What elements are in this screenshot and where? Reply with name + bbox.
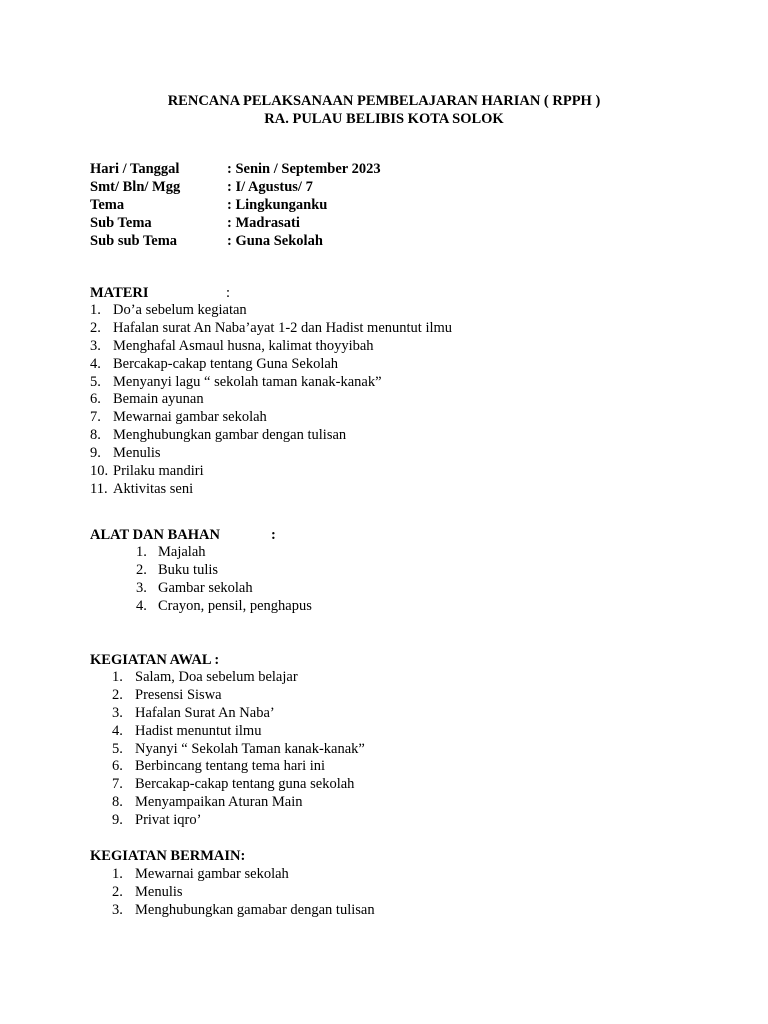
list-item-number: 8. xyxy=(112,794,123,811)
list-item xyxy=(136,580,312,598)
list-item xyxy=(112,741,365,759)
list-item-number: 1. xyxy=(112,866,123,882)
info-value: : Madrasati xyxy=(227,215,300,231)
list-item-text: Bemain ayunan xyxy=(113,391,204,408)
list-item-number: 8. xyxy=(90,427,101,444)
list-item-number: 4. xyxy=(136,597,147,614)
list-item-number: 11. xyxy=(90,480,108,497)
document-subtitle: RA. PULAU BELIBIS KOTA SOLOK xyxy=(264,111,504,127)
alat-list xyxy=(136,544,312,616)
list-item xyxy=(112,705,365,723)
info-label: Hari / Tanggal xyxy=(90,161,180,177)
list-item xyxy=(90,427,452,445)
list-item-number: 2. xyxy=(90,319,101,336)
list-item-text: Buku tulis xyxy=(158,561,219,578)
list-item-number: 1. xyxy=(112,669,123,685)
list-item-number: 3. xyxy=(112,704,123,721)
list-item-number: 5. xyxy=(112,740,123,757)
list-item-text: Privat iqro’ xyxy=(135,812,202,829)
list-item xyxy=(90,463,452,481)
list-item-text: Menyanyi lagu “ sekolah taman kanak-kanak” xyxy=(113,373,382,390)
list-item-text: Aktivitas seni xyxy=(113,480,194,497)
info-row-tema xyxy=(90,196,381,214)
list-item xyxy=(112,884,375,902)
info-row-subtema xyxy=(90,214,381,232)
info-value: : Lingkunganku xyxy=(227,197,328,213)
list-item-text: Menulis xyxy=(135,883,183,900)
list-item xyxy=(136,598,312,616)
list-item xyxy=(90,356,452,374)
list-item-text: Bercakap-cakap tentang Guna Sekolah xyxy=(113,355,339,372)
list-item-text: Nyanyi “ Sekolah Taman kanak-kanak” xyxy=(135,740,365,757)
info-label: Smt/ Bln/ Mgg xyxy=(90,179,181,195)
list-item xyxy=(112,866,375,884)
list-item-number: 5. xyxy=(90,373,101,390)
list-item-text: Hafalan surat An Naba’ayat 1-2 dan Hadist menuntut ilmu xyxy=(113,319,453,336)
list-item xyxy=(112,812,365,830)
list-item-number: 9. xyxy=(90,445,101,462)
list-item-text: Prilaku mandiri xyxy=(113,463,204,480)
list-item-number: 6. xyxy=(90,391,101,408)
alat-colon: : xyxy=(271,527,276,543)
list-item-text: Menghubungkan gambar dengan tulisan xyxy=(113,427,347,444)
alat-heading: ALAT DAN BAHAN xyxy=(90,527,220,543)
list-item xyxy=(112,758,365,776)
list-item-text: Menyampaikan Aturan Main xyxy=(135,794,303,811)
list-item xyxy=(90,481,452,499)
list-item-text: Hafalan Surat An Naba’ xyxy=(135,704,275,721)
list-item xyxy=(112,687,365,705)
bermain-heading: KEGIATAN BERMAIN: xyxy=(90,848,246,864)
list-item-number: 3. xyxy=(112,901,123,918)
list-item xyxy=(112,776,365,794)
list-item xyxy=(90,302,452,320)
materi-list xyxy=(90,302,452,499)
list-item-text: Bercakap-cakap tentang guna sekolah xyxy=(135,776,355,793)
info-label: Sub Tema xyxy=(90,215,152,231)
list-item xyxy=(112,902,375,920)
awal-heading: KEGIATAN AWAL : xyxy=(90,652,220,668)
materi-heading: MATERI xyxy=(90,285,149,301)
list-item xyxy=(112,669,365,687)
list-item-number: 4. xyxy=(112,722,123,739)
list-item-text: Salam, Doa sebelum belajar xyxy=(135,669,298,685)
info-value: : Guna Sekolah xyxy=(227,233,323,249)
list-item-text: Mewarnai gambar sekolah xyxy=(113,409,267,426)
list-item-text: Gambar sekolah xyxy=(158,579,253,596)
list-item-number: 3. xyxy=(90,337,101,354)
list-item-text: Do’a sebelum kegiatan xyxy=(113,302,247,318)
list-item-number: 3. xyxy=(136,579,147,596)
list-item-text: Hadist menuntut ilmu xyxy=(135,722,262,739)
list-item-number: 7. xyxy=(112,776,123,793)
info-row-hari xyxy=(90,160,381,178)
document-title: RENCANA PELAKSANAAN PEMBELAJARAN HARIAN ( RPPH ) xyxy=(167,93,601,109)
list-item-number: 9. xyxy=(112,812,123,829)
info-label: Tema xyxy=(90,197,125,213)
info-row-subsubtema xyxy=(90,232,381,250)
awal-list xyxy=(112,669,365,830)
list-item-text: Berbincang tentang tema hari ini xyxy=(135,758,326,775)
info-row-smt xyxy=(90,178,381,196)
list-item-number: 1. xyxy=(90,302,101,318)
list-item xyxy=(90,409,452,427)
list-item xyxy=(136,562,312,580)
list-item xyxy=(112,723,365,741)
list-item-text: Presensi Siswa xyxy=(135,686,222,703)
list-item xyxy=(90,374,452,392)
list-item xyxy=(90,320,452,338)
bermain-list xyxy=(112,866,375,920)
list-item-number: 7. xyxy=(90,409,101,426)
list-item-text: Majalah xyxy=(158,544,206,560)
materi-colon: : xyxy=(226,285,231,301)
list-item-text: Menghafal Asmaul husna, kalimat thoyyibah xyxy=(113,337,374,354)
list-item-number: 2. xyxy=(112,686,123,703)
list-item-number: 2. xyxy=(136,561,147,578)
list-item-number: 6. xyxy=(112,758,123,775)
list-item-number: 2. xyxy=(112,883,123,900)
list-item-text: Menulis xyxy=(113,445,161,462)
list-item xyxy=(90,338,452,356)
list-item xyxy=(90,445,452,463)
list-item-text: Menghubungkan gamabar dengan tulisan xyxy=(135,901,375,918)
list-item-number: 4. xyxy=(90,355,101,372)
list-item-number: 1. xyxy=(136,544,147,560)
info-value: : I/ Agustus/ 7 xyxy=(227,179,313,195)
info-label: Sub sub Tema xyxy=(90,233,178,249)
list-item-text: Crayon, pensil, penghapus xyxy=(158,597,312,614)
list-item xyxy=(90,391,452,409)
list-item xyxy=(136,544,312,562)
list-item xyxy=(112,794,365,812)
list-item-number: 10. xyxy=(90,463,109,480)
info-value: : Senin / September 2023 xyxy=(227,161,381,177)
info-block xyxy=(90,160,381,250)
list-item-text: Mewarnai gambar sekolah xyxy=(135,866,289,882)
